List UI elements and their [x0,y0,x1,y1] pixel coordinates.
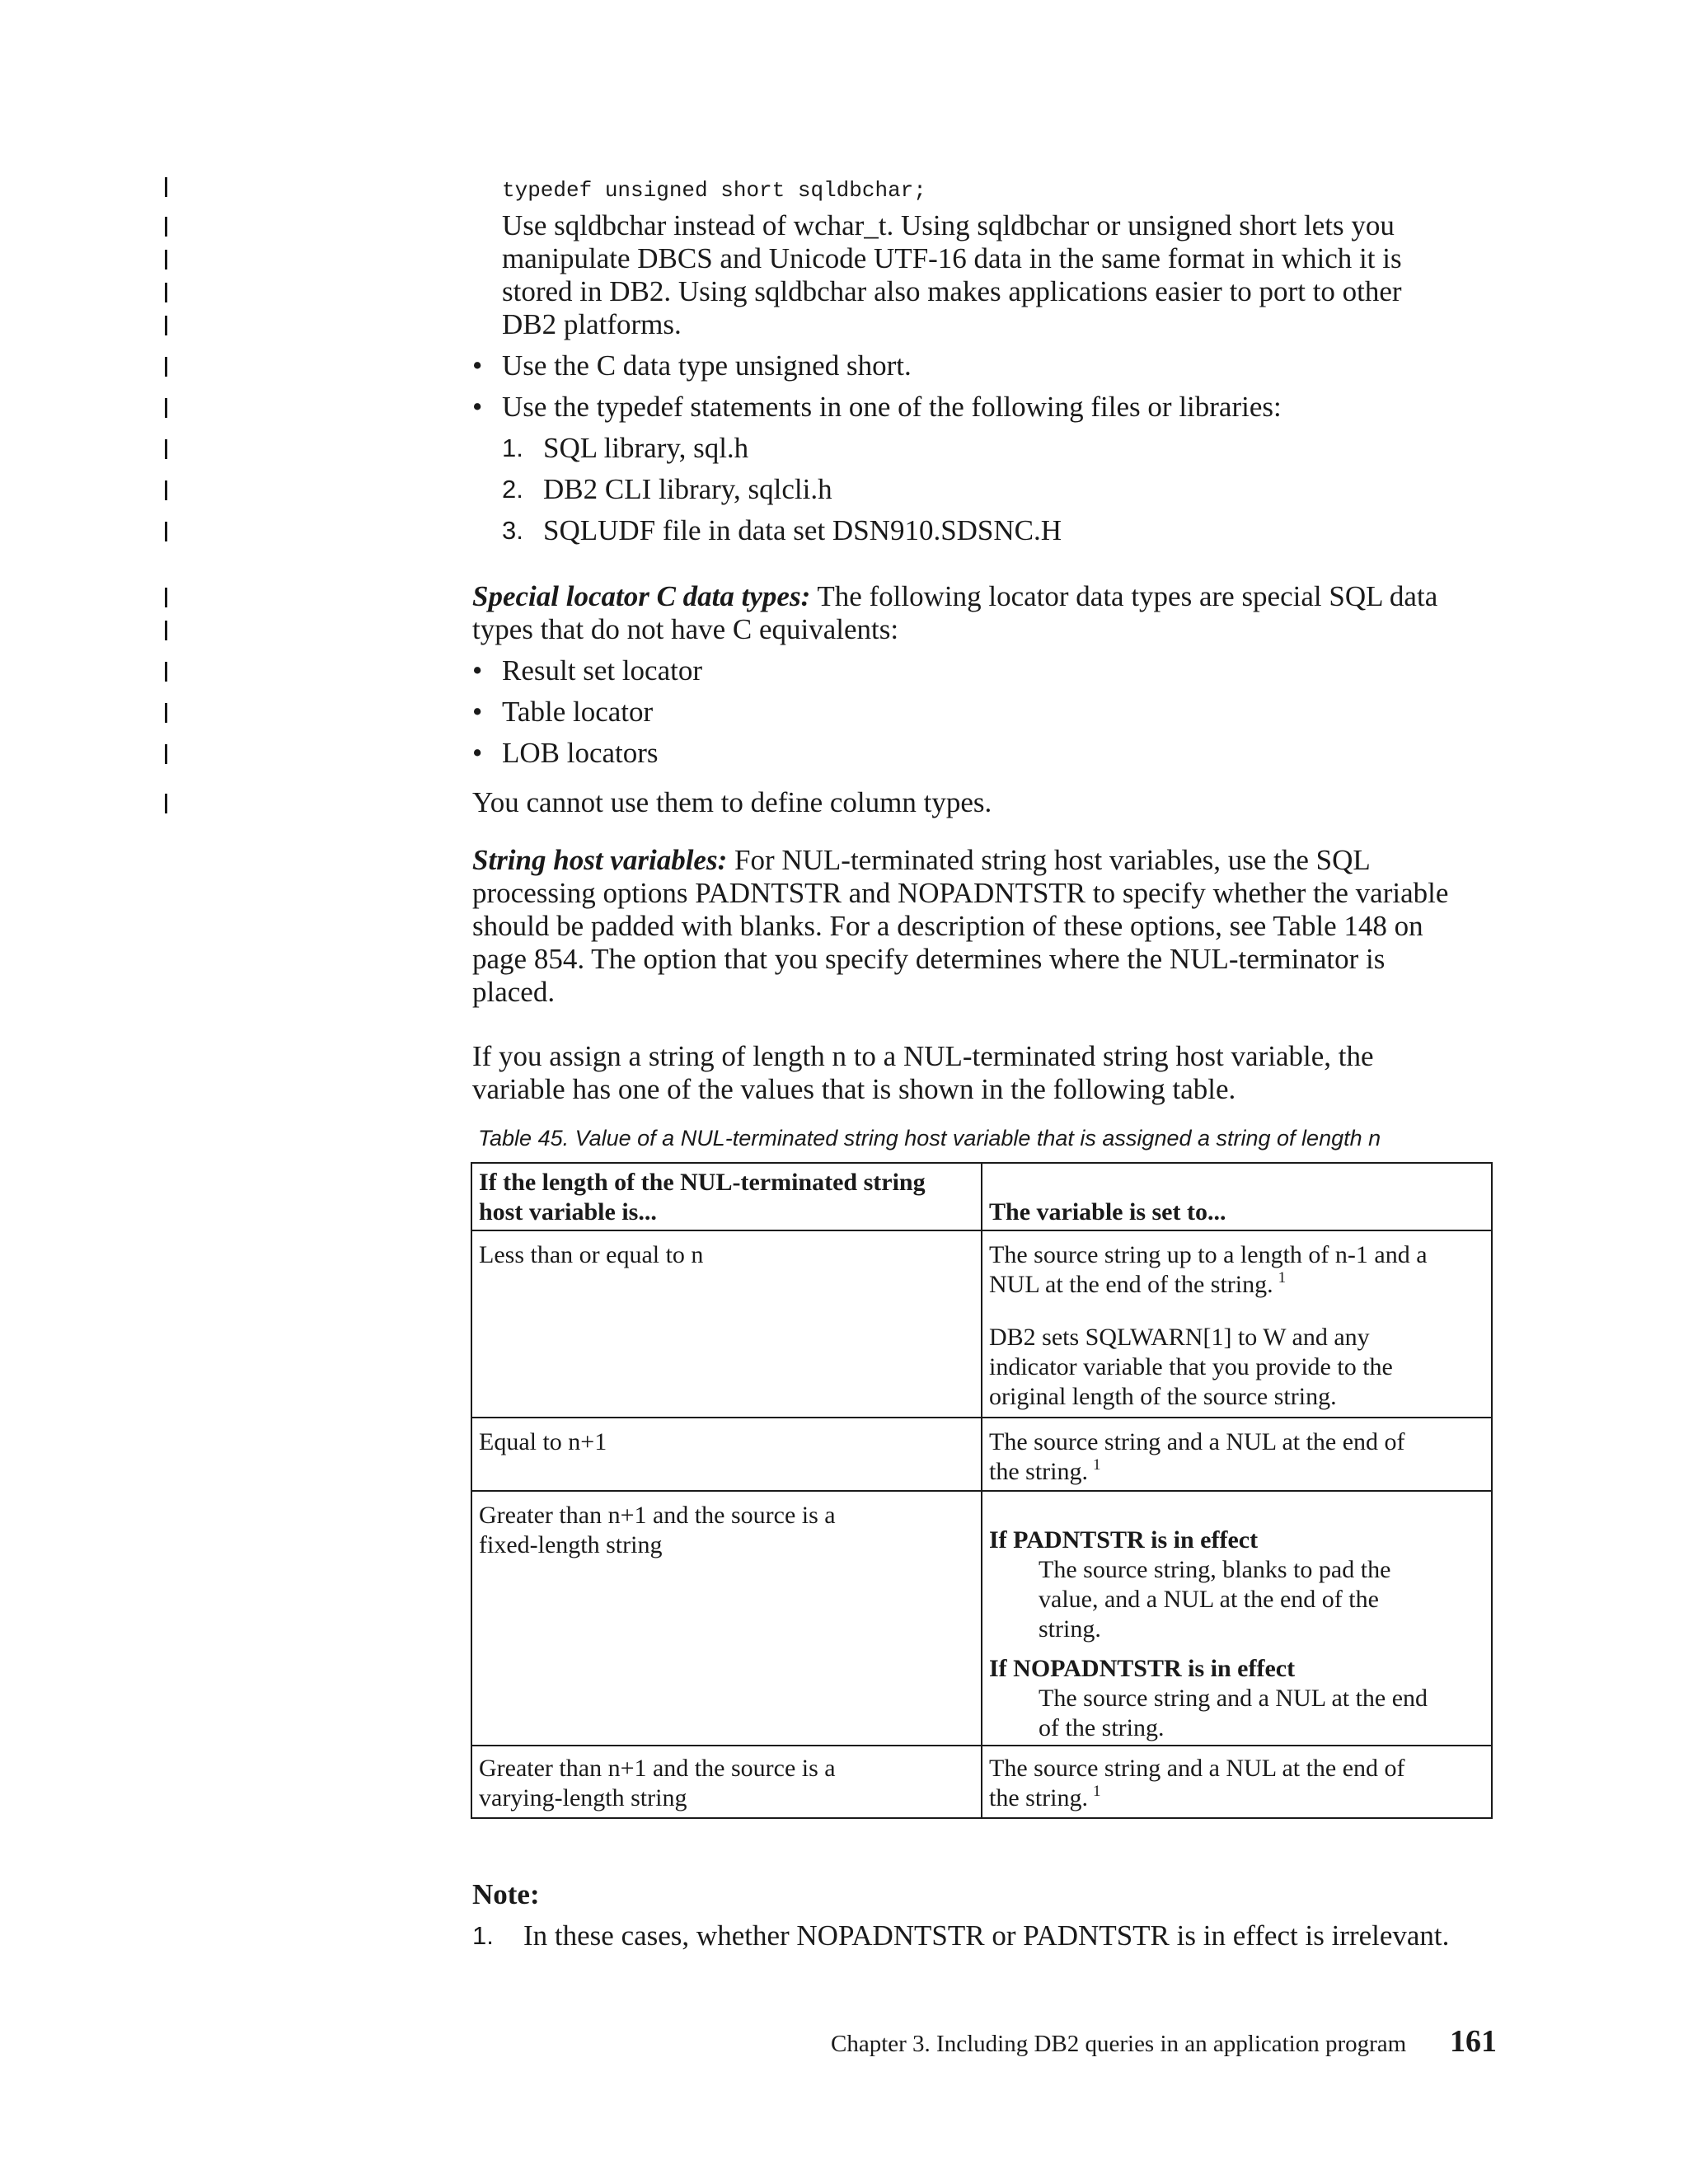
cell-line: the string. [989,1458,1088,1485]
section-paragraph [472,844,1371,877]
change-bar [165,439,167,459]
cell-line: value, and a NUL at the end of the [1039,1586,1379,1613]
cell-line: Greater than n+1 and the source is a [479,1755,836,1782]
body-line: DB2 platforms. [502,308,682,340]
definition-desc [1039,1684,1428,1743]
list-item: Use the typedef statements in one of the following files or libraries: [502,391,1282,423]
table-cell [479,1754,836,1813]
cell-line: The source string and a NUL at the end of [989,1428,1405,1455]
body-line: placed. [472,976,556,1008]
definition-term [989,1654,1295,1684]
definition-desc [1039,1555,1390,1644]
cell-line: fixed-length string [479,1531,663,1558]
body-text: For NUL-terminated string host variables, use the SQL [727,844,1371,876]
note-label: Note: [472,1878,540,1910]
note-text: In these cases, whether NOPADNTSTR or PADNTSTR is in effect is irrelevant. [523,1919,1450,1952]
bullet-mark: • [472,696,483,728]
footnote-ref: 1 [1093,1456,1101,1474]
section-heading: String host variables: [472,844,728,876]
chapter-footer: Chapter 3. Including DB2 queries in an application program [831,2031,1407,2057]
cell-line: The source string, blanks to pad the [1039,1556,1391,1583]
list-number: 2. [502,475,523,504]
body-line: types that do not have C equivalents: [472,613,899,645]
code-line: typedef unsigned short sqldbchar; [502,178,926,203]
table-cell: Less than or equal to n [479,1241,704,1268]
body-line: page 854. The option that you specify determines where the NUL-terminator is [472,943,1386,975]
section-paragraph [472,580,1437,613]
change-bar [165,662,167,682]
body-line: variable has one of the values that is shown in the following table. [472,1073,1236,1105]
row-divider [472,1490,1491,1492]
change-bar [165,250,167,269]
note-number: 1. [472,1921,494,1950]
page-number: 161 [1450,2024,1497,2059]
cell-line: original length of the source string. [989,1383,1337,1410]
cell-line: Greater than n+1 and the source is a [479,1502,836,1529]
row-divider [472,1230,1491,1231]
table-cell [989,1427,1405,1490]
definition-term [989,1526,1258,1555]
body-line: Use sqldbchar instead of wchar_t. Using sqldbchar or unsigned short lets you [502,209,1395,241]
value-table [471,1162,1493,1819]
cell-line: The source string and a NUL at the end [1039,1685,1428,1712]
list-number: 3. [502,516,523,545]
list-item: Table locator [502,696,654,728]
cell-line: the string. [989,1784,1088,1811]
bullet-mark: • [472,391,483,423]
body-line: stored in DB2. Using sqldbchar also makes applications easier to port to other [502,275,1402,307]
footnote-ref: 1 [1278,1269,1287,1286]
list-item: SQLUDF file in data set DSN910.SDSNC.H [543,514,1062,546]
change-bar [165,177,167,197]
table-header-cell [479,1168,926,1227]
cell-line: varying-length string [479,1784,687,1811]
term-text: If PADNTSTR is in effect [989,1526,1259,1554]
header-line: If the length of the NUL-terminated string [479,1169,926,1196]
change-bar [165,744,167,764]
body-line: You cannot use them to define column types. [472,786,992,818]
body-text: The following locator data types are special SQL data [810,580,1438,612]
body-line: should be padded with blanks. For a description of these options, see Table 148 on [472,910,1423,942]
change-bar [165,703,167,723]
bullet-mark: • [472,654,483,687]
row-divider [472,1745,1491,1746]
bullet-mark: • [472,737,483,769]
table-caption: Table 45. Value of a NUL-terminated string host variable that is assigned a string of length n [478,1126,1381,1151]
change-bar [165,316,167,335]
list-item: Result set locator [502,654,703,687]
cell-line: indicator variable that you provide to the [989,1353,1393,1380]
cell-line: The source string up to a length of n-1 and a [989,1241,1428,1268]
change-bar [165,283,167,302]
table-cell [989,1323,1393,1412]
change-bar [165,217,167,237]
header-line: The variable is set to... [989,1198,1226,1226]
change-bar [165,480,167,500]
cell-line: of the string. [1039,1714,1165,1741]
change-bar [165,522,167,541]
section-heading: Special locator C data types: [472,580,811,612]
cell-line: The source string and a NUL at the end of [989,1755,1405,1782]
list-item: SQL library, sql.h [543,432,749,464]
header-line: host variable is... [479,1198,657,1226]
table-cell [989,1754,1405,1816]
list-item: DB2 CLI library, sqlcli.h [543,473,832,505]
cell-line: DB2 sets SQLWARN[1] to W and any [989,1324,1370,1351]
table-header-cell [989,1197,1226,1227]
bullet-mark: • [472,349,483,382]
change-bar [165,621,167,640]
term-text: If NOPADNTSTR is in effect [989,1655,1296,1682]
change-bar [165,794,167,813]
change-bar [165,357,167,377]
list-number: 1. [502,434,523,462]
list-item: Use the C data type unsigned short. [502,349,912,382]
table-cell [989,1240,1428,1303]
table-cell [479,1501,836,1560]
change-bar [165,588,167,607]
change-bar [165,398,167,418]
body-line: manipulate DBCS and Unicode UTF-16 data in the same format in which it is [502,242,1402,274]
cell-line: string. [1039,1615,1101,1643]
list-item: LOB locators [502,737,659,769]
cell-line: NUL at the end of the string. [989,1271,1273,1298]
row-divider [472,1417,1491,1418]
body-line: processing options PADNTSTR and NOPADNTSTR to specify whether the variable [472,877,1449,909]
body-line: If you assign a string of length n to a NUL-terminated string host variable, the [472,1040,1374,1072]
footnote-ref: 1 [1093,1783,1101,1800]
table-cell: Equal to n+1 [479,1428,607,1455]
